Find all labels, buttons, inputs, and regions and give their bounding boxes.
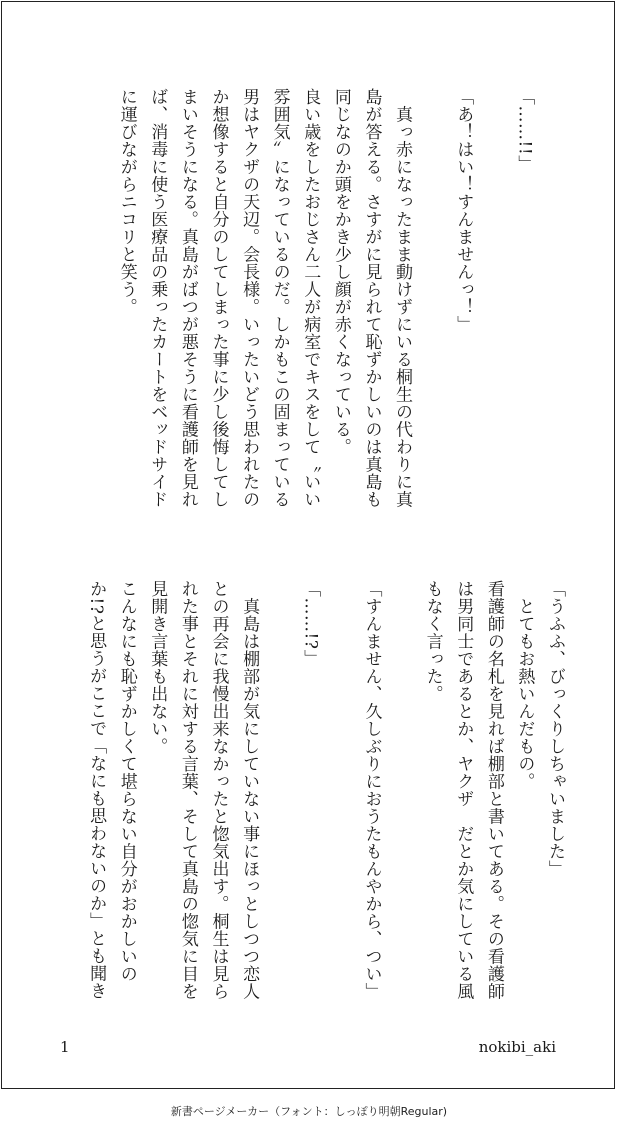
text-line (325, 580, 356, 1020)
text-line (478, 88, 509, 528)
text-line: 男はヤクザの天辺。会長様。いったいどう思われたの (239, 88, 260, 508)
text-line: 「うふふ、びっくりしちゃいました」 (545, 580, 565, 878)
text-line: 同じなのか頭をかき少し顔が赤くなっている。 (330, 88, 351, 456)
text-line: れた事とそれに対する言葉、そして真島の惚気に目を (177, 580, 198, 1000)
page-number: 1 (60, 1038, 70, 1056)
text-line: もなく言った。 (422, 580, 443, 703)
text-line: か!?と思うがここで「なにも思わないのか」とも聞き (86, 580, 107, 1000)
footer-caption: 新書ページメーカー（フォント：しっぽり明朝Regular) (170, 1105, 448, 1118)
text-line: とてもお熱いんだもの。 (514, 580, 535, 790)
text-line: 「……!!」 (514, 88, 535, 173)
text-line: 真っ赤になったまま動けずにいる桐生の代わりに真 (392, 88, 413, 508)
text-line (264, 580, 295, 1020)
text-line: 島が答える。さすがに見られて恥ずかしいのは真島も (361, 88, 382, 508)
text-line: ば、消毒に使う医療品の乗ったカートをベッドサイド (147, 88, 168, 508)
text-line: 「あ！はい！すんませんっ！」 (453, 88, 474, 333)
text-line: 雰囲気〟になっているのだ。しかもこの固まっている (269, 88, 290, 508)
text-line: に運びながらニコリと笑う。 (116, 88, 137, 316)
text-line: 真島は棚部が気にしていない事にほっとしつつ恋人 (239, 580, 260, 1000)
text-line: 「……!?」 (300, 580, 321, 667)
text-block-bottom (81, 580, 571, 1020)
text-line: まいそうになる。真島がばつが悪そうに看護師を見れ (177, 88, 198, 508)
book-page (1, 1, 615, 1089)
text-line (539, 88, 570, 528)
text-line: か想像すると自分のしてしまった事に少し後悔してし (208, 88, 229, 508)
text-line: 見開き言葉も出ない。 (147, 580, 168, 755)
text-line: 良い歳をしたおじさん二人が病室でキスをして〝いい (300, 88, 321, 508)
text-line (417, 88, 448, 528)
text-line: との再会に我慢出来なかったと惚気出す。桐生は見ら (208, 580, 229, 1000)
author-name: nokibi_aki (478, 1038, 556, 1056)
text-line (386, 580, 417, 1020)
text-line: 「すんません、久しぶりにおうたもんやから、つい」 (361, 580, 382, 1000)
text-line: は男同士であるとか、ヤクザ だとか気にしている風 (453, 580, 474, 1000)
text-line: こんなにも恥ずかしくて堪らない自分がおかしいの (116, 580, 137, 983)
text-block-top (111, 88, 570, 528)
text-line: 看護師の名札を見れば棚部と書いてある。その看護師 (483, 580, 504, 1000)
